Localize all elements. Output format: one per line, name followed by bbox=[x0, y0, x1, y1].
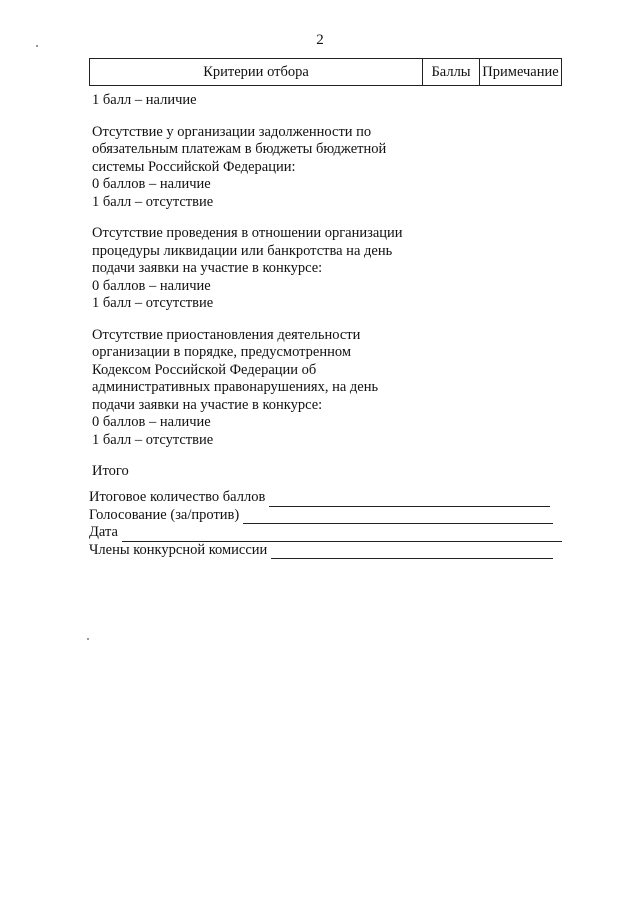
date-row bbox=[89, 524, 562, 542]
criterion-text-line: административных правонарушениях, на день bbox=[92, 379, 379, 395]
members-label: Члены конкурсной комиссии bbox=[89, 541, 268, 558]
scan-speck bbox=[36, 45, 38, 47]
intro-score-line: 1 балл – наличие bbox=[92, 92, 197, 108]
score-line: 1 балл – отсутствие bbox=[92, 295, 214, 311]
criterion-text-line: Кодексом Российской Федерации об bbox=[92, 361, 317, 378]
signoff-block bbox=[89, 489, 562, 559]
voting-label: Голосование (за/против) bbox=[89, 506, 240, 523]
page-number: 2 bbox=[316, 32, 324, 48]
total-score-label: Итоговое количество баллов bbox=[89, 489, 266, 505]
criteria-table-header bbox=[89, 58, 562, 86]
criterion-text-line: организации в порядке, предусмотренном bbox=[92, 344, 352, 360]
score-line: 0 баллов – наличие bbox=[92, 414, 211, 430]
criterion-text-line: системы Российской Федерации: bbox=[92, 158, 296, 175]
criterion-text-line: подачи заявки на участие в конкурсе: bbox=[92, 396, 323, 413]
criterion-text-line: подачи заявки на участие в конкурсе: bbox=[92, 260, 323, 276]
header-points: Баллы bbox=[423, 59, 480, 85]
voting-fill-line bbox=[243, 511, 553, 524]
criterion-text-line: обязательным платежам в бюджеты бюджетной bbox=[92, 141, 387, 157]
criterion-liquidation bbox=[92, 225, 422, 313]
criterion-suspension bbox=[92, 327, 422, 450]
score-line: 1 балл – отсутствие bbox=[92, 193, 214, 210]
scan-speck bbox=[87, 638, 89, 640]
criterion-text-line: Отсутствие проведения в отношении организации bbox=[92, 225, 403, 241]
total-score-row bbox=[89, 489, 562, 507]
members-row bbox=[89, 542, 562, 560]
score-line: 0 баллов – наличие bbox=[92, 176, 211, 192]
criteria-content bbox=[92, 92, 422, 481]
header-note: Примечание bbox=[482, 63, 559, 80]
criterion-debt bbox=[92, 124, 422, 212]
date-fill-line bbox=[122, 529, 562, 542]
header-criteria: Критерии отбора bbox=[90, 59, 423, 85]
voting-row bbox=[89, 507, 562, 525]
criterion-text-line: Отсутствие у организации задолженности по bbox=[92, 123, 372, 140]
members-fill-line bbox=[271, 546, 553, 559]
date-label: Дата bbox=[89, 524, 118, 540]
total-label: Итого bbox=[92, 463, 129, 479]
score-line: 0 баллов – наличие bbox=[92, 277, 211, 294]
criterion-text-line: Отсутствие приостановления деятельности bbox=[92, 326, 361, 343]
criterion-text-line: процедуры ликвидации или банкротства на день bbox=[92, 242, 393, 259]
score-line: 1 балл – отсутствие bbox=[92, 431, 214, 448]
total-score-fill-line bbox=[269, 494, 550, 507]
